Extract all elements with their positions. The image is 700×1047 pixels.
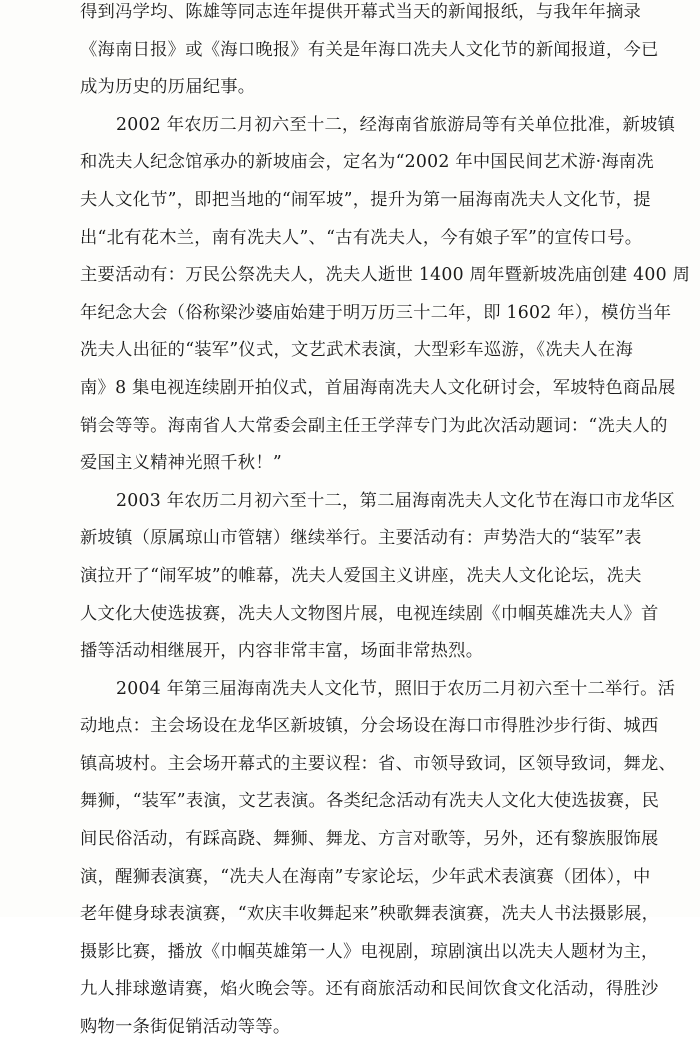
text-line: 2003 年农历二月初六至十二，第二届海南冼夫人文化节在海口市龙华区	[116, 490, 676, 511]
text-line: 演拉开了“闹军坡”的帷幕，冼夫人爱国主义讲座，冼夫人文化论坛，冼夫	[80, 565, 642, 586]
paragraph-2004	[80, 671, 677, 1047]
text-line: 间民俗活动，有踩高跷、舞狮、舞龙、方言对歌等，另外，还有黎族服饰展	[80, 829, 659, 850]
text-line: 舞狮，“装军”表演，文艺表演。各类纪念活动有冼夫人文化大使选拔赛，民	[80, 791, 660, 812]
text-line: 九人排球邀请赛，焰火晚会等。还有商旅活动和民间饮食文化活动，得胜沙	[80, 979, 659, 1000]
text-line: 新坡镇（原属琼山市管辖）继续举行。主要活动有：声势浩大的“装军”表	[80, 528, 642, 549]
text-line: 镇高坡村。主会场开幕式的主要议程：省、市领导致词，区领导致词，舞龙、	[80, 753, 677, 774]
text-line: 老年健身球表演赛，“欢庆丰收舞起来”秧歌舞表演赛，冼夫人书法摄影展，	[80, 904, 660, 925]
text-line: 爱国主义精神光照千秋！”	[80, 453, 282, 474]
text-line: 《海南日报》或《海口晚报》有关是年海口冼夫人文化节的新闻报道，今已	[80, 39, 659, 60]
text-line: 南》8 集电视连续剧开拍仪式，首届海南冼夫人文化研讨会，军坡特色商品展	[80, 377, 676, 398]
text-line: 出“北有花木兰，南有冼夫人”、“古有冼夫人，今有娘子军”的宣传口号。	[80, 227, 643, 248]
text-line: 成为历史的历届纪事。	[80, 77, 256, 98]
paragraph-2002	[80, 107, 691, 483]
text-line: 得到冯学均、陈雄等同志连年提供开幕式当天的新闻报纸，与我年年摘录	[80, 2, 642, 22]
text-line: 人文化大使选拔赛，冼夫人文物图片展，电视连续剧《巾帼英雄冼夫人》首	[80, 603, 659, 624]
text-line: 主要活动有：万民公祭冼夫人，冼夫人逝世 1400 周年暨新坡冼庙创建 400 周	[80, 265, 691, 286]
text-line: 播等活动相继展开，内容非常丰富，场面非常热烈。	[80, 641, 484, 662]
text-line: 2004 年第三届海南冼夫人文化节，照旧于农历二月初六至十二举行。活	[116, 678, 676, 699]
text-line: 冼夫人出征的“装军”仪式，文艺武术表演，大型彩车巡游，《冼夫人在海	[80, 340, 633, 361]
text-line: 销会等等。海南省人大常委会副主任王学萍专门为此次活动题词：“冼夫人的	[80, 415, 668, 436]
text-line: 动地点：主会场设在龙华区新坡镇，分会场设在海口市得胜沙步行街、城西	[80, 716, 659, 737]
text-line: 摄影比赛，播放《巾帼英雄第一人》电视剧，琼剧演出以冼夫人题材为主，	[80, 941, 659, 962]
paragraph-1	[80, 0, 659, 107]
paragraph-2003	[80, 483, 676, 671]
text-line: 和冼夫人纪念馆承办的新坡庙会，定名为“2002 年中国民间艺术游·海南冼	[80, 152, 654, 173]
text-line: 年纪念大会（俗称梁沙婆庙始建于明万历三十二年，即 1602 年），模仿当年	[80, 302, 672, 323]
text-line: 演，醒狮表演赛，“冼夫人在海南”专家论坛，少年武术表演赛（团体），中	[80, 866, 651, 887]
text-line: 购物一条街促销活动等等。	[80, 1017, 291, 1038]
text-line: 夫人文化节”，即把当地的“闹军坡”，提升为第一届海南冼夫人文化节，提	[80, 189, 651, 210]
text-line: 2002 年农历二月初六至十二，经海南省旅游局等有关单位批准，新坡镇	[116, 114, 676, 135]
